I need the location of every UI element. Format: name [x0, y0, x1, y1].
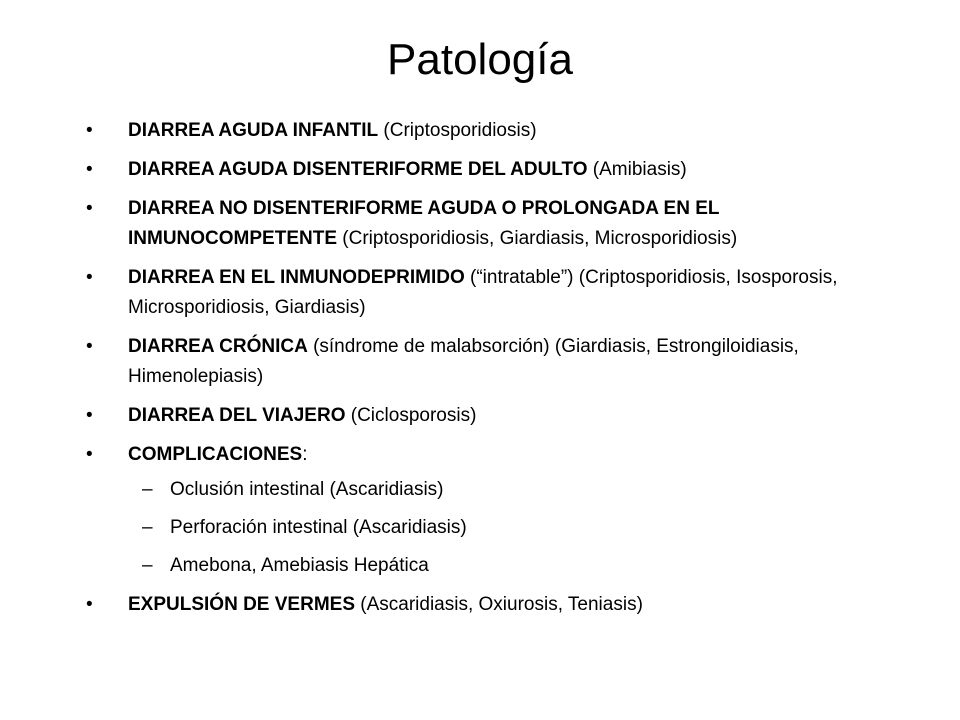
list-item: [86, 116, 886, 146]
dash-icon: –: [142, 517, 153, 538]
bullet-icon: •: [86, 405, 93, 426]
item-heading: DIARREA CRÓNICA: [128, 336, 308, 357]
list-item-complicaciones: [86, 440, 886, 581]
item-detail: (“intratable”) (Criptosporidiosis, Isosporosis, Microsporidiosis, Giardiasis): [128, 267, 838, 318]
list-item: [86, 401, 886, 431]
item-detail: (Criptosporidiosis): [378, 120, 537, 141]
item-detail: (Criptosporidiosis, Giardiasis, Microsporidiosis): [337, 228, 738, 249]
bullet-list: [86, 116, 886, 629]
bullet-icon: •: [86, 159, 93, 180]
list-item: [86, 332, 886, 392]
sub-list-item: [128, 513, 886, 543]
sub-item-text: Oclusión intestinal (Ascaridiasis): [170, 479, 444, 500]
list-item: [86, 263, 886, 323]
slide-title: Patología: [387, 35, 573, 84]
list-item: [86, 194, 886, 254]
item-heading: EXPULSIÓN DE VERMES: [128, 594, 355, 615]
bullet-icon: •: [86, 198, 93, 219]
list-item: [86, 155, 886, 185]
bullet-icon: •: [86, 444, 93, 465]
item-heading: DIARREA EN EL INMUNODEPRIMIDO: [128, 267, 465, 288]
bullet-icon: •: [86, 267, 93, 288]
sub-item-text: Perforación intestinal (Ascaridiasis): [170, 517, 467, 538]
bullet-icon: •: [86, 594, 93, 615]
item-detail: (Ascaridiasis, Oxiurosis, Teniasis): [355, 594, 643, 615]
item-detail: (Amibiasis): [587, 159, 687, 180]
complications-sublist: [128, 475, 886, 581]
list-item: [86, 590, 886, 620]
item-heading: DIARREA DEL VIAJERO: [128, 405, 346, 426]
dash-icon: –: [142, 479, 153, 500]
item-detail: :: [302, 444, 308, 465]
item-heading: DIARREA NO DISENTERIFORME AGUDA O PROLONGADA EN EL INMUNOCOMPETENTE: [128, 198, 720, 249]
item-heading: DIARREA AGUDA INFANTIL: [128, 120, 379, 141]
item-detail: (Ciclosporosis): [345, 405, 477, 426]
item-heading: DIARREA AGUDA DISENTERIFORME DEL ADULTO: [128, 159, 588, 180]
sub-list-item: [128, 551, 886, 581]
item-detail: (síndrome de malabsorción) (Giardiasis, Estrongiloidiasis, Himenolepiasis): [128, 336, 799, 387]
sub-item-text: Amebona, Amebiasis Hepática: [170, 555, 429, 576]
bullet-icon: •: [86, 336, 93, 357]
item-heading: COMPLICACIONES: [128, 444, 303, 465]
bullet-icon: •: [86, 120, 93, 141]
dash-icon: –: [142, 555, 153, 576]
sub-list-item: [128, 475, 886, 505]
